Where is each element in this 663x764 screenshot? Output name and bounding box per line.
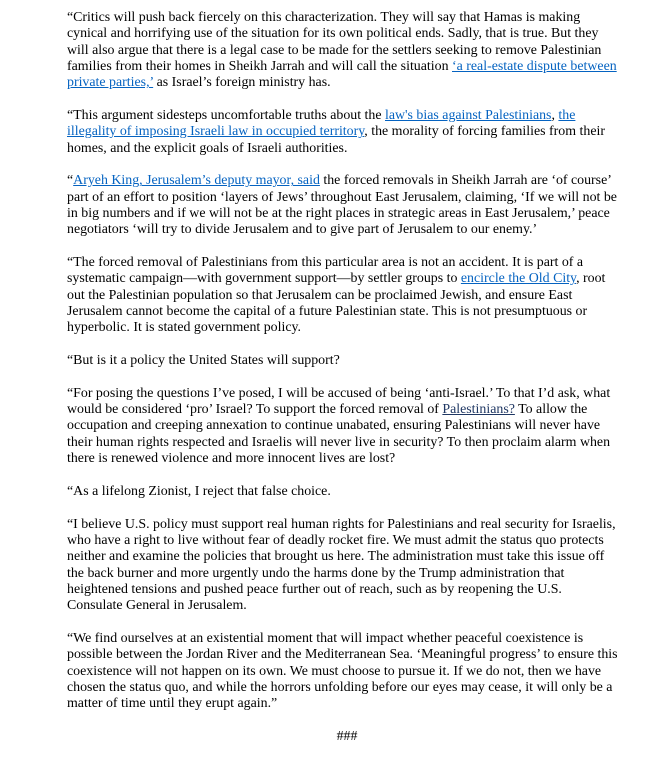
paragraph-text: “The forced removal of Palestinians from this particular area is not an accident. It is part of a systematic campaign—with government support—by settler groups to	[67, 255, 584, 287]
paragraph-anti-israel	[67, 386, 619, 467]
paragraph-text: “This argument sidesteps uncomfortable truths about the	[67, 107, 385, 123]
paragraph-text: “As a lifelong Zionist, I reject that false choice.	[67, 483, 331, 499]
paragraph-text: the forced removals in Sheikh Jarrah are ‘of course’ part of an effort to position ‘layers of Jews’ throughout East Jerusalem, claiming, ‘If we will not be in big numbers and if we will not be at the right places in strategic areas in East Jerusalem,’ peace negotiators ‘will try to divide Jerusalem and to give part of Jerusalem to our enemy.’	[67, 173, 617, 238]
paragraph-critics	[67, 10, 619, 91]
paragraph-existential-moment	[67, 631, 619, 712]
paragraph-aryeh-king	[67, 173, 619, 238]
link-laws-bias[interactable]: law's bias against Palestinians	[385, 107, 552, 123]
paragraph-text: “We find ourselves at an existential moment that will impact whether peaceful coexistence is possible between the Jordan River and the Mediterranean Sea. ‘Meaningful progress’ to ensure this coexistence will not happen on its own. We must choose to pursue it. If we do not, then we have chosen the status quo, and while the horrors unfolding before our eyes may cease, it will only be a matter of time until they erupt again.”	[67, 630, 618, 712]
paragraph-forced-removal	[67, 255, 619, 336]
paragraph-argument	[67, 108, 619, 157]
paragraph-us-policy	[67, 517, 619, 615]
paragraph-text: “For posing the questions I’ve posed, I will be accused of being ‘anti-Israel.’ To that I’d ask, what would be considered ‘pro’ Israel? To support the forced removal of	[67, 385, 611, 418]
end-mark: ###	[336, 728, 358, 744]
paragraph-text: “Critics will push back fiercely on this characterization. They will say that Hamas is making cynical and horrifying use of the situation for its own political ends. Sadly, that is true. But they will also argue that there is a legal case to be made for the settlers seeking to remove Palestinian families from their homes in Sheikh Jarrah and will call the situation	[67, 10, 602, 74]
paragraph-policy-question	[67, 353, 619, 369]
paragraph-text: “	[67, 173, 74, 189]
paragraph-zionist	[67, 484, 619, 500]
paragraph-text: “But is it a policy the United States will support?	[67, 353, 340, 369]
link-real-estate-dispute[interactable]: ‘a real-estate dispute between private parties,’	[67, 58, 617, 91]
link-illegality-israeli-law[interactable]: the illegality of imposing Israeli law in occupied territory	[67, 107, 576, 140]
paragraph-text: , the morality of forcing families from their homes, and the explicit goals of Israeli authorities.	[67, 124, 605, 156]
paragraph-text: , root out the Palestinian population so that Jerusalem can be proclaimed Jewish, and ensure East Jerusalem cannot become the capital of a future Palestinian state. This is not presumptuous or hyperbolic. It is stated government policy.	[67, 271, 606, 336]
link-aryeh-king[interactable]: Aryeh King, Jerusalem’s deputy mayor, said	[73, 173, 320, 189]
paragraph-text: “I believe U.S. policy must support real human rights for Palestinians and real security for Israelis, who have a right to live without fear of deadly rocket fire. We must admit the status quo protects neither and examine the policies that brought us here. The administration must take this issue off the back burner and more urgently undo the harms done by the Trump administration that heightened tensions and pushed peace further out of reach, such as by reopening the U.S. Consulate General in Jerusalem.	[67, 516, 616, 614]
link-palestinians[interactable]: Palestinians?	[442, 402, 515, 418]
document-body	[67, 10, 619, 745]
paragraph-text: ,	[551, 107, 559, 123]
paragraph-text: as Israel’s foreign ministry has.	[153, 75, 331, 91]
link-encircle-old-city[interactable]: encircle the Old City	[460, 271, 577, 287]
paragraph-text: To allow the occupation and creeping annexation to continue unabated, ensuring Palestinians will never have their human rights respected and Israelis will never live in security? To then proclaim alarm when there is renewed violence and more innocent lives are lost?	[67, 402, 611, 467]
